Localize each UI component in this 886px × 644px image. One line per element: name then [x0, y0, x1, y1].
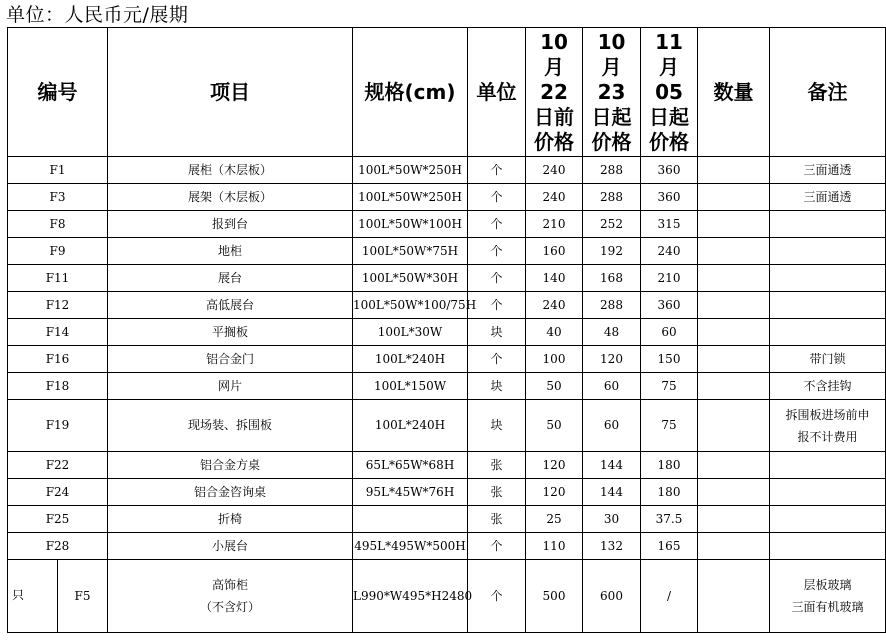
price-oct23-cell: 288 [583, 292, 641, 319]
unit-cell: 块 [468, 373, 526, 400]
note-cell [770, 452, 886, 479]
price-nov05-cell: 180 [641, 452, 698, 479]
unit-cell: 个 [468, 265, 526, 292]
qty-cell [698, 373, 770, 400]
price-oct23-cell: 120 [583, 346, 641, 373]
price-nov05-cell: / [641, 560, 698, 633]
price-oct22-cell: 40 [526, 319, 583, 346]
note-cell [770, 533, 886, 560]
spec-cell: 100L*30W [353, 319, 468, 346]
header-price-line: 23 [597, 79, 626, 104]
qty-cell [698, 265, 770, 292]
price-oct22-cell: 50 [526, 400, 583, 452]
price-oct23-cell: 60 [583, 400, 641, 452]
item-cell: 报到台 [108, 211, 353, 238]
item-cell: 高低展台 [108, 292, 353, 319]
price-nov05-cell: 165 [641, 533, 698, 560]
note-cell [770, 238, 886, 265]
table-row [8, 211, 886, 238]
note-cell [770, 560, 886, 633]
spec-cell: L990*W495*H2480 [353, 560, 468, 633]
qty-cell [698, 238, 770, 265]
price-nov05-cell: 360 [641, 184, 698, 211]
note-cell: 三面通透 [770, 157, 886, 184]
spec-cell: 100L*50W*250H [353, 184, 468, 211]
code-cell: F25 [8, 506, 108, 533]
price-oct23-cell: 144 [583, 479, 641, 506]
price-nov05-cell: 360 [641, 157, 698, 184]
qty-cell [698, 506, 770, 533]
price-table [7, 27, 886, 633]
spec-cell: 100L*50W*100H [353, 211, 468, 238]
header-row [8, 28, 886, 157]
table-row [8, 265, 886, 292]
spec-cell: 100L*150W [353, 373, 468, 400]
price-oct22-cell: 240 [526, 184, 583, 211]
note-cell [770, 211, 886, 238]
item-cell: 展架（木层板） [108, 184, 353, 211]
item-cell: 小展台 [108, 533, 353, 560]
code-cell: F8 [8, 211, 108, 238]
qty-cell [698, 211, 770, 238]
price-oct23-cell: 144 [583, 452, 641, 479]
price-oct22-cell: 120 [526, 452, 583, 479]
unit-cell: 个 [468, 533, 526, 560]
unit-cell: 个 [468, 346, 526, 373]
header-spec: 规格(cm) [353, 28, 468, 157]
header-code: 编号 [8, 28, 108, 157]
unit-cell: 个 [468, 560, 526, 633]
table-row [8, 452, 886, 479]
unit-caption: 单位：人民币元/展期 [6, 4, 189, 26]
price-nov05-cell: 240 [641, 238, 698, 265]
unit-cell: 张 [468, 479, 526, 506]
code-cell: F16 [8, 346, 108, 373]
table-row [8, 506, 886, 533]
price-oct22-cell: 110 [526, 533, 583, 560]
table-row [8, 533, 886, 560]
note-cell [770, 265, 886, 292]
table-row [8, 346, 886, 373]
spec-cell [353, 506, 468, 533]
table-row [8, 184, 886, 211]
header-price-line: 日起 [591, 104, 632, 129]
spec-cell: 100L*50W*75H [353, 238, 468, 265]
header-price-line: 价格 [534, 129, 574, 154]
price-nov05-cell: 60 [641, 319, 698, 346]
note-line: 层板玻璃 [803, 578, 852, 592]
header-price-line: 11 [655, 29, 683, 54]
item-line: 高饰柜 [211, 578, 248, 592]
header-price-line: 10 [597, 29, 626, 54]
price-nov05-cell: 150 [641, 346, 698, 373]
spec-cell: 100L*240H [353, 346, 468, 373]
table-row [8, 400, 886, 452]
side-mark: 只 [12, 587, 25, 602]
header-note: 备注 [770, 28, 886, 157]
header-unit: 单位 [468, 28, 526, 157]
price-oct22-cell: 50 [526, 373, 583, 400]
note-line: 三面有机玻璃 [791, 600, 864, 614]
header-price-line: 月 [659, 54, 679, 79]
item-cell: 展柜（木层板） [108, 157, 353, 184]
price-nov05-cell: 210 [641, 265, 698, 292]
header-price-oct22 [526, 28, 583, 157]
header-price-line: 月 [601, 54, 622, 79]
qty-cell [698, 452, 770, 479]
spec-cell: 100L*50W*250H [353, 157, 468, 184]
unit-cell: 张 [468, 452, 526, 479]
price-oct22-cell: 25 [526, 506, 583, 533]
spec-cell: 100L*50W*100/75H [353, 292, 468, 319]
header-price-line: 价格 [649, 129, 689, 154]
unit-cell: 个 [468, 184, 526, 211]
price-nov05-cell: 75 [641, 373, 698, 400]
note-cell [770, 319, 886, 346]
note-cell [770, 400, 886, 452]
header-price-line: 日前 [534, 104, 574, 129]
spec-cell: 65L*65W*68H [353, 452, 468, 479]
spec-cell: 100L*50W*30H [353, 265, 468, 292]
note-cell: 带门锁 [770, 346, 886, 373]
table-row [8, 238, 886, 265]
price-oct22-cell: 120 [526, 479, 583, 506]
item-cell: 折椅 [108, 506, 353, 533]
price-oct22-cell: 210 [526, 211, 583, 238]
qty-cell [698, 533, 770, 560]
price-oct23-cell: 30 [583, 506, 641, 533]
price-oct22-cell: 240 [526, 157, 583, 184]
price-oct23-cell: 60 [583, 373, 641, 400]
code-cell: F3 [8, 184, 108, 211]
note-cell: 不含挂钩 [770, 373, 886, 400]
price-oct22-cell: 100 [526, 346, 583, 373]
spec-cell: 495L*495W*500H [353, 533, 468, 560]
table-row [8, 373, 886, 400]
note-cell: 三面通透 [770, 184, 886, 211]
price-oct23-cell: 132 [583, 533, 641, 560]
price-oct22-cell: 140 [526, 265, 583, 292]
item-cell: 铝合金方桌 [108, 452, 353, 479]
item-cell: 展台 [108, 265, 353, 292]
table-row [8, 292, 886, 319]
qty-cell [698, 560, 770, 633]
header-qty: 数量 [698, 28, 770, 157]
table-row [8, 319, 886, 346]
header-price-line: 价格 [591, 129, 632, 154]
qty-cell [698, 479, 770, 506]
qty-cell [698, 400, 770, 452]
code-cell: F9 [8, 238, 108, 265]
price-oct23-cell: 192 [583, 238, 641, 265]
item-cell [108, 560, 353, 633]
header-price-line: 22 [540, 79, 568, 104]
price-oct23-cell: 600 [583, 560, 641, 633]
price-nov05-cell: 75 [641, 400, 698, 452]
table-row [8, 560, 886, 633]
unit-cell: 个 [468, 292, 526, 319]
code-cell: F28 [8, 533, 108, 560]
header-price-line: 月 [544, 54, 564, 79]
price-oct22-cell: 500 [526, 560, 583, 633]
price-oct23-cell: 288 [583, 184, 641, 211]
qty-cell [698, 319, 770, 346]
qty-cell [698, 184, 770, 211]
qty-cell [698, 157, 770, 184]
note-cell [770, 506, 886, 533]
price-oct23-cell: 288 [583, 157, 641, 184]
code-cell: F14 [8, 319, 108, 346]
header-price-oct23 [583, 28, 641, 157]
header-price-nov05 [641, 28, 698, 157]
table-row [8, 157, 886, 184]
price-nov05-cell: 180 [641, 479, 698, 506]
code-cell: F1 [8, 157, 108, 184]
header-price-line: 05 [655, 79, 683, 104]
item-cell: 现场装、拆围板 [108, 400, 353, 452]
note-cell [770, 479, 886, 506]
header-price-line: 日起 [649, 104, 689, 129]
price-oct22-cell: 160 [526, 238, 583, 265]
item-cell: 铝合金门 [108, 346, 353, 373]
unit-cell: 个 [468, 238, 526, 265]
item-cell: 地柜 [108, 238, 353, 265]
price-oct23-cell: 48 [583, 319, 641, 346]
code-cell: F19 [8, 400, 108, 452]
code-cell: F5 [58, 560, 108, 633]
price-nov05-cell: 315 [641, 211, 698, 238]
code-cell: F22 [8, 452, 108, 479]
price-oct23-cell: 252 [583, 211, 641, 238]
unit-cell: 张 [468, 506, 526, 533]
header-item: 项目 [108, 28, 353, 157]
note-line: 报不计费用 [797, 429, 858, 444]
code-cell: F24 [8, 479, 108, 506]
spec-cell: 95L*45W*76H [353, 479, 468, 506]
item-line: （不含灯） [199, 600, 260, 614]
price-nov05-cell: 37.5 [641, 506, 698, 533]
code-cell: F12 [8, 292, 108, 319]
code-cell: F11 [8, 265, 108, 292]
spec-cell: 100L*240H [353, 400, 468, 452]
unit-cell: 个 [468, 157, 526, 184]
unit-cell: 个 [468, 211, 526, 238]
side-mark-cell [8, 560, 58, 633]
item-cell: 平搁板 [108, 319, 353, 346]
unit-cell: 块 [468, 319, 526, 346]
price-oct22-cell: 240 [526, 292, 583, 319]
qty-cell [698, 346, 770, 373]
note-cell [770, 292, 886, 319]
unit-cell: 块 [468, 400, 526, 452]
item-cell: 网片 [108, 373, 353, 400]
table-row [8, 479, 886, 506]
header-price-line: 10 [540, 29, 568, 54]
price-oct23-cell: 168 [583, 265, 641, 292]
item-cell: 铝合金咨询桌 [108, 479, 353, 506]
code-cell: F18 [8, 373, 108, 400]
price-nov05-cell: 360 [641, 292, 698, 319]
qty-cell [698, 292, 770, 319]
note-line: 拆围板进场前申 [785, 407, 870, 422]
